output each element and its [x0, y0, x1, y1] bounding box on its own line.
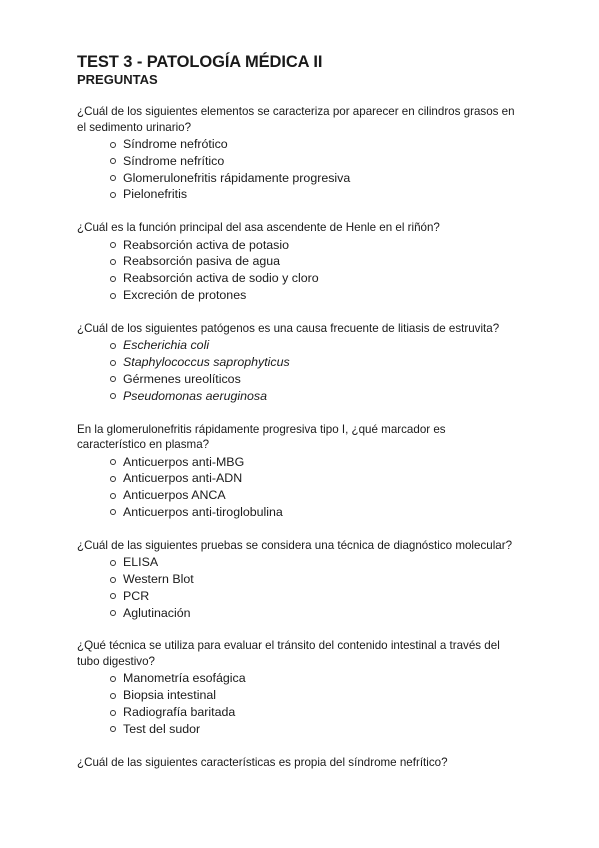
answer-option	[77, 504, 517, 521]
questions-list	[77, 104, 517, 770]
circle-bullet-icon	[110, 610, 116, 616]
answer-option	[77, 670, 517, 687]
answer-option-label: Western Blot	[123, 572, 194, 587]
question-text: ¿Cuál de las siguientes características es propia del síndrome nefrítico?	[77, 755, 448, 769]
question-text: ¿Qué técnica se utiliza para evaluar el tránsito del contenido intestinal a través del tubo digestivo?	[77, 639, 500, 668]
answer-options	[77, 237, 517, 304]
answer-option-label: Test del sudor	[123, 721, 201, 736]
circle-bullet-icon	[110, 577, 116, 583]
answer-options	[77, 136, 517, 203]
answer-option	[77, 605, 517, 622]
answer-options	[77, 454, 517, 521]
answer-option-label: Reabsorción pasiva de agua	[123, 254, 281, 269]
document-title: TEST 3 - PATOLOGÍA MÉDICA II	[77, 53, 323, 71]
answer-option-label: ELISA	[123, 555, 159, 570]
answer-option-label: PCR	[123, 588, 150, 603]
answer-option	[77, 153, 517, 170]
answer-option	[77, 554, 517, 571]
circle-bullet-icon	[110, 142, 116, 148]
answer-option	[77, 136, 517, 153]
answer-option	[77, 571, 517, 588]
answer-option-label: Biopsia intestinal	[123, 688, 216, 703]
answer-options	[77, 337, 517, 404]
answer-option-label: Radiografía baritada	[123, 705, 236, 720]
question-block	[77, 638, 517, 737]
answer-option-label: Síndrome nefrítico	[123, 153, 225, 168]
circle-bullet-icon	[110, 259, 116, 265]
answer-option-label: Síndrome nefrótico	[123, 137, 228, 151]
answer-option	[77, 470, 517, 487]
question-block	[77, 755, 517, 771]
circle-bullet-icon	[110, 593, 116, 599]
answer-option-label: Anticuerpos ANCA	[123, 488, 226, 503]
circle-bullet-icon	[110, 175, 116, 181]
answer-option	[77, 253, 517, 270]
answer-option-label: Reabsorción activa de sodio y cloro	[123, 271, 319, 286]
answer-option	[77, 354, 517, 371]
answer-options	[77, 554, 517, 621]
answer-option	[77, 704, 517, 721]
circle-bullet-icon	[110, 376, 116, 382]
answer-options	[77, 670, 517, 737]
answer-option-label: Staphylococcus saprophyticus	[123, 355, 290, 370]
circle-bullet-icon	[110, 158, 116, 164]
answer-option	[77, 170, 517, 187]
question-block	[77, 321, 517, 405]
circle-bullet-icon	[110, 360, 116, 366]
question-block	[77, 422, 517, 521]
answer-option-label: Reabsorción activa de potasio	[123, 237, 289, 252]
answer-option-label: Glomerulonefritis rápidamente progresiva	[123, 170, 351, 185]
question-text: ¿Cuál de las siguientes pruebas se considera una técnica de diagnóstico molecular?	[77, 538, 513, 552]
document-page	[77, 52, 517, 787]
circle-bullet-icon	[110, 476, 116, 482]
circle-bullet-icon	[110, 560, 116, 566]
answer-option	[77, 487, 517, 504]
question-text: ¿Cuál es la función principal del asa ascendente de Henle en el riñón?	[77, 221, 440, 235]
question-block	[77, 220, 517, 304]
circle-bullet-icon	[110, 726, 116, 732]
answer-option-label: Gérmenes ureolíticos	[123, 371, 241, 386]
circle-bullet-icon	[110, 693, 116, 699]
circle-bullet-icon	[110, 710, 116, 716]
answer-option	[77, 687, 517, 704]
answer-option-label: Anticuerpos anti-MBG	[123, 454, 245, 469]
circle-bullet-icon	[110, 493, 116, 499]
answer-option-label: Pseudomonas aeruginosa	[123, 388, 267, 403]
circle-bullet-icon	[110, 509, 116, 515]
answer-option	[77, 287, 517, 304]
answer-option-label: Pielonefritis	[123, 187, 188, 202]
question-text: ¿Cuál de los siguientes elementos se caracteriza por aparecer en cilindros grasos en el sedimento urinario?	[77, 105, 515, 134]
circle-bullet-icon	[110, 276, 116, 282]
question-block	[77, 538, 517, 622]
circle-bullet-icon	[110, 242, 116, 248]
answer-option-label: Manometría esofágica	[123, 671, 246, 686]
answer-option	[77, 270, 517, 287]
question-text: ¿Cuál de los siguientes patógenos es una causa frecuente de litiasis de estruvita?	[77, 321, 500, 335]
question-text: En la glomerulonefritis rápidamente progresiva tipo I, ¿qué marcador es característico en plasma?	[77, 422, 446, 452]
answer-option-label: Escherichia coli	[123, 338, 210, 353]
answer-option	[77, 588, 517, 605]
section-subtitle: PREGUNTAS	[77, 72, 158, 87]
circle-bullet-icon	[110, 343, 116, 349]
answer-option	[77, 388, 517, 405]
answer-option-label: Excreción de protones	[123, 288, 247, 303]
answer-option-label: Aglutinación	[123, 605, 191, 620]
circle-bullet-icon	[110, 676, 116, 682]
circle-bullet-icon	[110, 192, 116, 198]
answer-option-label: Anticuerpos anti-ADN	[123, 471, 243, 486]
answer-option	[77, 237, 517, 254]
answer-option	[77, 337, 517, 354]
question-block	[77, 104, 517, 203]
circle-bullet-icon	[110, 293, 116, 299]
answer-option-label: Anticuerpos anti-tiroglobulina	[123, 504, 283, 519]
answer-option	[77, 186, 517, 203]
circle-bullet-icon	[110, 393, 116, 399]
answer-option	[77, 721, 517, 738]
answer-option	[77, 371, 517, 388]
circle-bullet-icon	[110, 459, 116, 465]
answer-option	[77, 454, 517, 471]
